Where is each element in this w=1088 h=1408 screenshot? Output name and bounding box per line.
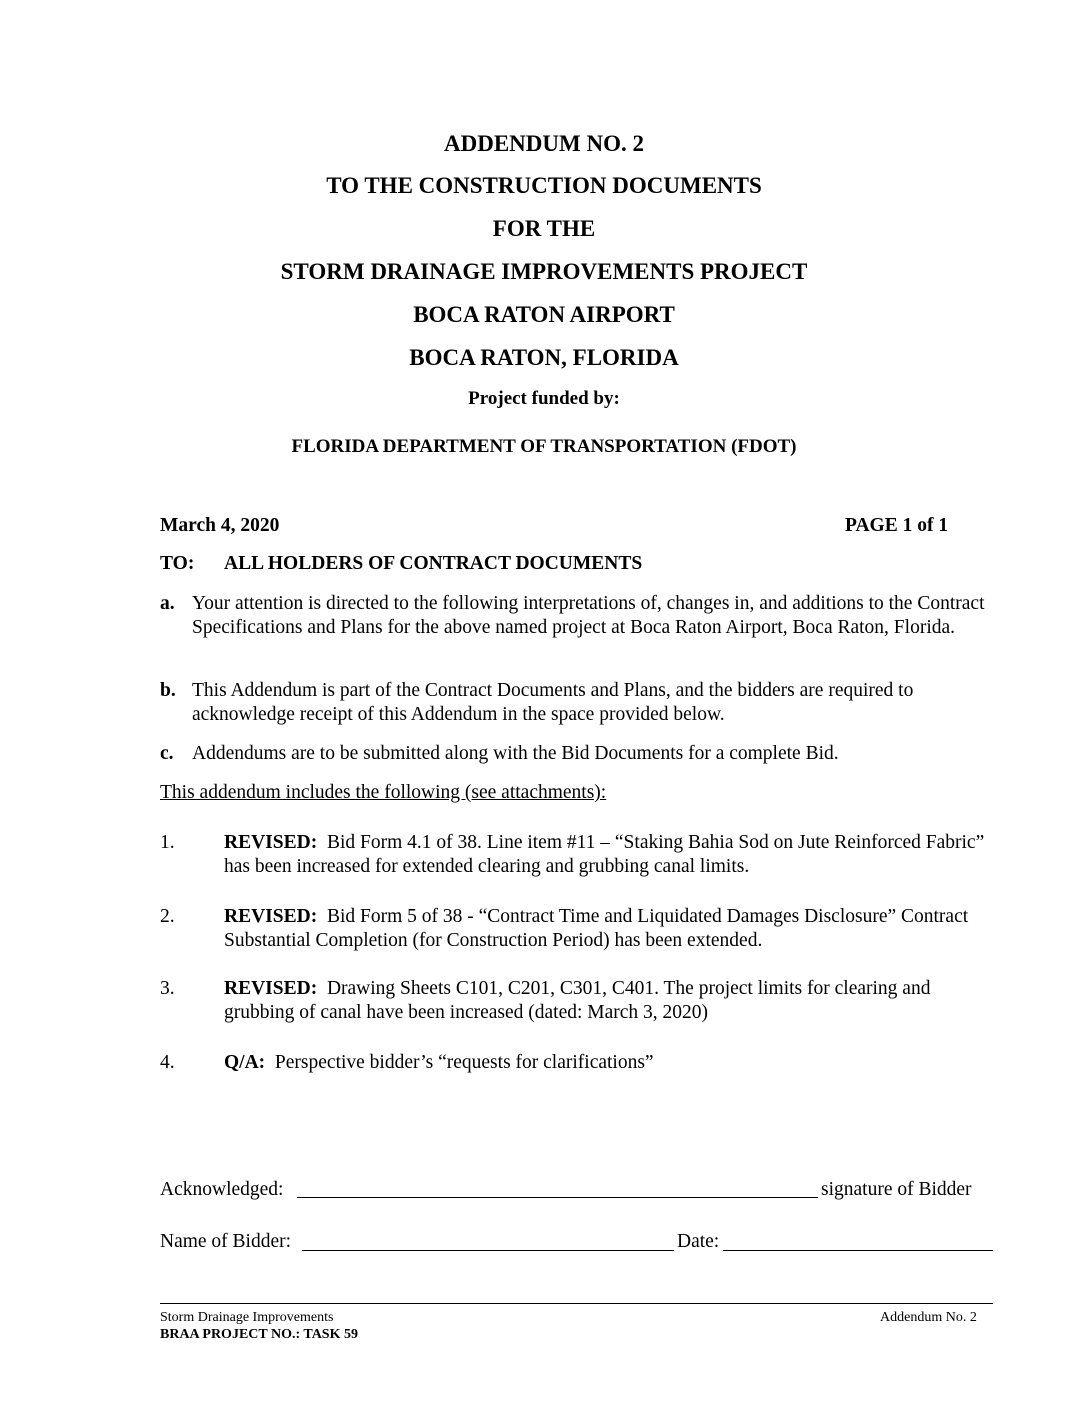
footer-project-number: BRAA PROJECT NO.: TASK 59: [160, 1327, 358, 1342]
paragraph-text: This Addendum is part of the Contract Documents and Plans, and the bidders are required to acknowledge receipt of this Addendum in the space provided below.: [192, 680, 914, 725]
title-line-2: TO THE CONSTRUCTION DOCUMENTS: [326, 173, 762, 198]
paragraph-a: [160, 592, 996, 640]
date-label: Date:: [677, 1231, 720, 1252]
location-title: BOCA RATON, FLORIDA: [409, 345, 679, 370]
page-number: PAGE 1 of 1: [845, 515, 949, 536]
recipient-label: TO:: [160, 553, 195, 574]
includes-heading: This addendum includes the following (see attachments):: [160, 782, 607, 803]
item-number: 3.: [160, 978, 175, 999]
paragraph-label: b.: [160, 680, 176, 701]
addendum-date: March 4, 2020: [160, 515, 280, 536]
recipient-value: ALL HOLDERS OF CONTRACT DOCUMENTS: [224, 553, 643, 574]
bidder-name-label: Name of Bidder:: [160, 1231, 292, 1252]
item-tag: REVISED:: [224, 978, 318, 999]
item-body: [224, 1051, 996, 1075]
paragraph-c: [160, 742, 996, 766]
paragraph-label: a.: [160, 593, 175, 614]
title-line-3: FOR THE: [492, 216, 596, 241]
airport-title: BOCA RATON AIRPORT: [413, 302, 675, 327]
bidder-name-field[interactable]: [302, 1250, 674, 1251]
list-item: [160, 977, 996, 1025]
list-item: [160, 905, 996, 953]
footer-addendum-number: Addendum No. 2: [880, 1310, 977, 1325]
item-body: [224, 905, 996, 953]
paragraph-text: Your attention is directed to the following interpretations of, changes in, and additions to the Contract Specifications and Plans for the above named project at Boca Raton Airport, Boca Raton, Florida.: [192, 593, 985, 638]
signature-field[interactable]: [297, 1197, 818, 1198]
date-field[interactable]: [723, 1250, 993, 1251]
item-tag: Q/A:: [224, 1052, 266, 1073]
item-number: 1.: [160, 832, 175, 853]
list-item: [160, 1051, 996, 1075]
list-item: [160, 831, 996, 879]
paragraph-text: Addendums are to be submitted along with the Bid Documents for a complete Bid.: [192, 743, 839, 764]
item-text: Drawing Sheets C101, C201, C301, C401. The project limits for clearing and grubbing of canal have been increased (dated: March 3, 2020): [224, 978, 931, 1023]
paragraph-label: c.: [160, 743, 174, 764]
project-title: STORM DRAINAGE IMPROVEMENTS PROJECT: [280, 259, 808, 284]
funded-by-label: Project funded by:: [468, 388, 620, 409]
addendum-title: ADDENDUM NO. 2: [444, 131, 644, 156]
funder-name: FLORIDA DEPARTMENT OF TRANSPORTATION (FDOT): [291, 436, 797, 457]
item-text: Bid Form 4.1 of 38. Line item #11 – “Staking Bahia Sod on Jute Reinforced Fabric” has been increased for extended clearing and grubbing canal limits.: [224, 832, 985, 877]
item-text: Bid Form 5 of 38 - “Contract Time and Liquidated Damages Disclosure” Contract Substantial Completion (for Construction Period) has been extended.: [224, 906, 969, 951]
footer-project: Storm Drainage Improvements: [160, 1310, 334, 1325]
item-body: [224, 977, 996, 1025]
signature-suffix: signature of Bidder: [821, 1179, 972, 1200]
footer-divider: [160, 1303, 993, 1304]
item-text: Perspective bidder’s “requests for clarifications”: [274, 1052, 654, 1073]
item-tag: REVISED:: [224, 906, 318, 927]
item-body: [224, 831, 996, 879]
acknowledged-label: Acknowledged:: [160, 1179, 284, 1200]
item-tag: REVISED:: [224, 832, 318, 853]
item-number: 4.: [160, 1052, 175, 1073]
paragraph-b: [160, 679, 996, 727]
item-number: 2.: [160, 906, 175, 927]
